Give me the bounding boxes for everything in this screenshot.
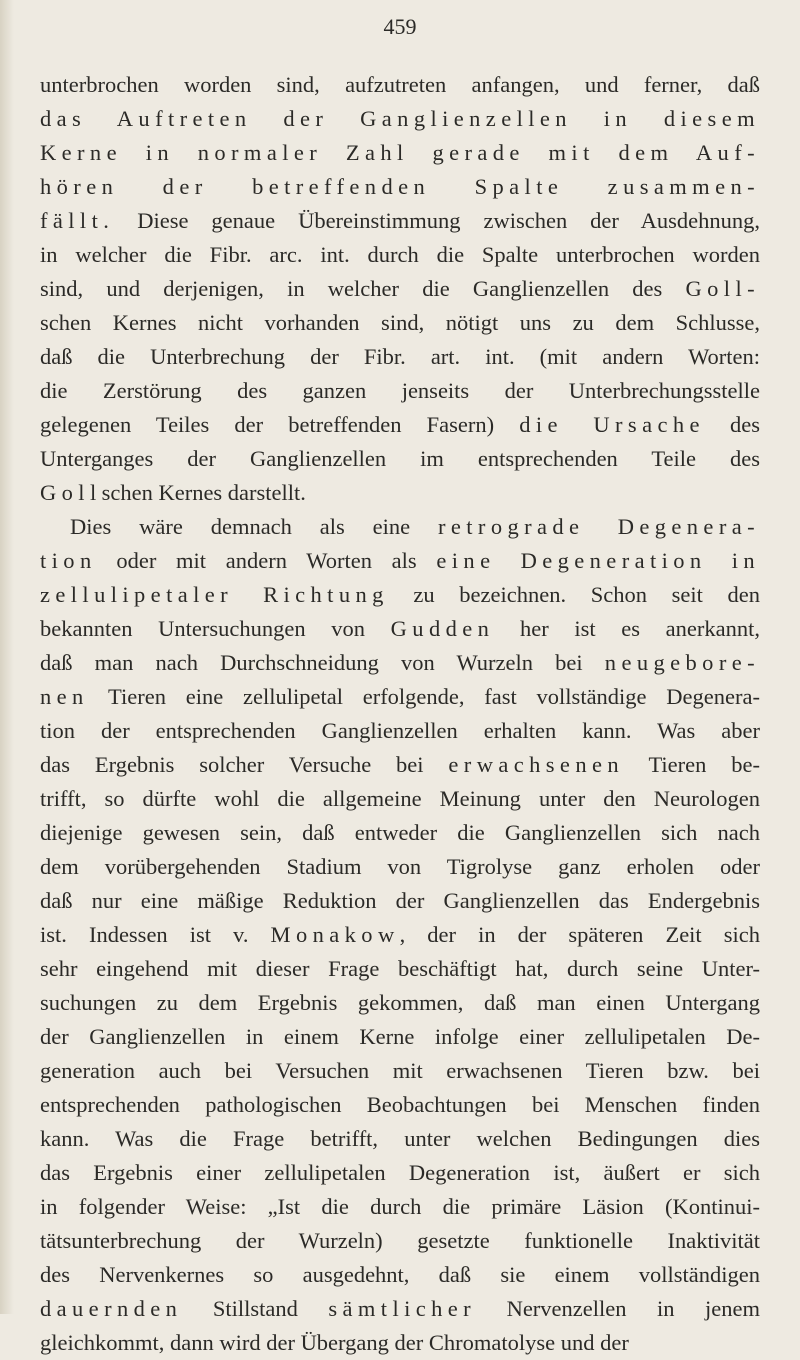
emphasized-text: neugebore-: [604, 650, 760, 675]
text-run: daß die Unterbrechung der Fibr. art. int. (mit andern Worten:: [40, 344, 760, 369]
emphasized-text: fällt.: [40, 208, 115, 233]
text-line: [40, 952, 760, 986]
text-run: Tieren eine zellulipetal erfolgende, fast vollständige Degenera-: [88, 684, 760, 709]
text-line: [40, 680, 760, 714]
emphasized-text: eine Degeneration in: [436, 548, 760, 573]
text-line: [40, 374, 760, 408]
emphasized-text: hören der betreffenden Spalte zusammen-: [40, 174, 760, 199]
text-run: oder mit andern Worten als: [96, 548, 437, 573]
emphasized-text: zellulipetaler Richtung: [40, 582, 389, 607]
text-line: [40, 238, 760, 272]
text-run: schen Kernes darstellt.: [101, 480, 306, 505]
text-run: gelegenen Teiles der betreffenden Fasern): [40, 412, 520, 437]
text-run: suchungen zu dem Ergebnis gekommen, daß man einen Untergang: [40, 990, 760, 1015]
text-run: sind, und derjenigen, in welcher die Ganglienzellen des: [40, 276, 686, 301]
text-run: Nervenzellen in jenem: [476, 1296, 760, 1321]
text-run: unterbrochen worden sind, aufzutreten anfangen, und ferner, daß: [40, 72, 760, 97]
text-line: [40, 306, 760, 340]
text-line: [40, 340, 760, 374]
text-line: [40, 1292, 760, 1326]
text-line: [40, 1122, 760, 1156]
text-line: [40, 170, 760, 204]
body-text: [40, 68, 760, 1360]
page-number: 459: [383, 14, 417, 39]
text-run: generation auch bei Versuchen mit erwachsenen Tieren bzw. bei: [40, 1058, 760, 1083]
text-run: das Ergebnis einer zellulipetalen Degeneration ist, äußert er sich: [40, 1160, 760, 1185]
text-line: [40, 782, 760, 816]
text-run: her ist es anerkannt,: [494, 616, 760, 641]
text-run: Unterganges der Ganglienzellen im entsprechenden Teile des: [40, 446, 760, 471]
text-line: [40, 1190, 760, 1224]
text-line: [40, 408, 760, 442]
text-line: [40, 748, 760, 782]
text-run: bekannten Untersuchungen von: [40, 616, 391, 641]
emphasized-text: Goll-: [685, 276, 760, 301]
text-line: [40, 476, 760, 510]
text-run: daß man nach Durchschneidung von Wurzeln bei: [40, 650, 605, 675]
emphasized-text: Goll: [40, 480, 102, 505]
text-run: das Ergebnis solcher Versuche bei: [40, 752, 449, 777]
emphasized-text: das Auftreten der Ganglienzellen in diesem: [40, 106, 760, 131]
text-line: [40, 1326, 760, 1360]
text-line: [40, 1224, 760, 1258]
text-line: [40, 1156, 760, 1190]
text-run: Stillstand: [182, 1296, 329, 1321]
text-run: Dies wäre demnach als eine: [70, 514, 438, 539]
emphasized-text: Monakow: [270, 922, 400, 947]
text-run: des: [704, 412, 760, 437]
text-line: [40, 1020, 760, 1054]
text-run: daß nur eine mäßige Reduktion der Ganglienzellen das Endergebnis: [40, 888, 760, 913]
text-line: [40, 612, 760, 646]
text-line: [40, 1088, 760, 1122]
text-line: [40, 442, 760, 476]
text-line: [40, 850, 760, 884]
emphasized-text: Kerne in normaler Zahl gerade mit dem Auf-: [40, 140, 760, 165]
emphasized-text: Gudden: [390, 616, 495, 641]
emphasized-text: nen: [40, 684, 89, 709]
text-line: [40, 714, 760, 748]
text-line: [40, 136, 760, 170]
text-line: [40, 1054, 760, 1088]
text-run: in welcher die Fibr. arc. int. durch die Spalte unterbrochen worden: [40, 242, 760, 267]
emphasized-text: tion: [40, 548, 97, 573]
text-line: [40, 578, 760, 612]
text-run: trifft, so dürfte wohl die allgemeine Meinung unter den Neurologen: [40, 786, 760, 811]
text-run: tion der entsprechenden Ganglienzellen erhalten kann. Was aber: [40, 718, 760, 743]
text-line: [40, 102, 760, 136]
text-line: [40, 68, 760, 102]
text-line: [40, 204, 760, 238]
emphasized-text: sämtlicher: [328, 1296, 477, 1321]
emphasized-text: retrograde Degenera-: [438, 514, 760, 539]
text-run: , der in der späteren Zeit sich: [399, 922, 760, 947]
text-line: [40, 884, 760, 918]
emphasized-text: erwachsenen: [448, 752, 625, 777]
text-run: tätsunterbrechung der Wurzeln) gesetzte funktionelle Inaktivität: [40, 1228, 760, 1253]
text-run: sehr eingehend mit dieser Frage beschäftigt hat, durch seine Unter-: [40, 956, 760, 981]
text-run: der Ganglienzellen in einem Kerne infolge einer zellulipetalen De-: [40, 1024, 760, 1049]
text-run: zu bezeichnen. Schon seit den: [388, 582, 760, 607]
text-run: ist. Indessen ist v.: [40, 922, 271, 947]
text-run: des Nervenkernes so ausgedehnt, daß sie einem vollständigen: [40, 1262, 760, 1287]
text-line: [40, 816, 760, 850]
text-run: kann. Was die Frage betrifft, unter welchen Bedingungen dies: [40, 1126, 760, 1151]
text-line: [40, 1258, 760, 1292]
emphasized-text: die Ursache: [519, 412, 705, 437]
text-run: schen Kernes nicht vorhanden sind, nötigt uns zu dem Schlusse,: [40, 310, 760, 335]
text-line: [40, 510, 760, 544]
text-run: gleichkommt, dann wird der Übergang der Chromatolyse und der: [40, 1330, 629, 1355]
emphasized-text: dauernden: [40, 1296, 183, 1321]
text-run: entsprechenden pathologischen Beobachtungen bei Menschen finden: [40, 1092, 760, 1117]
text-run: diejenige gewesen sein, daß entweder die Ganglienzellen sich nach: [40, 820, 760, 845]
text-run: die Zerstörung des ganzen jenseits der Unterbrechungsstelle: [40, 378, 760, 403]
text-run: Tieren be-: [624, 752, 760, 777]
text-run: in folgender Weise: „Ist die durch die primäre Läsion (Kontinui-: [40, 1194, 760, 1219]
text-line: [40, 544, 760, 578]
text-run: Diese genaue Übereinstimmung zwischen der Ausdehnung,: [114, 208, 760, 233]
text-run: dem vorübergehenden Stadium von Tigrolyse ganz erholen oder: [40, 854, 760, 879]
text-line: [40, 986, 760, 1020]
text-line: [40, 646, 760, 680]
binding-edge: [0, 0, 14, 1314]
text-line: [40, 272, 760, 306]
text-line: [40, 918, 760, 952]
